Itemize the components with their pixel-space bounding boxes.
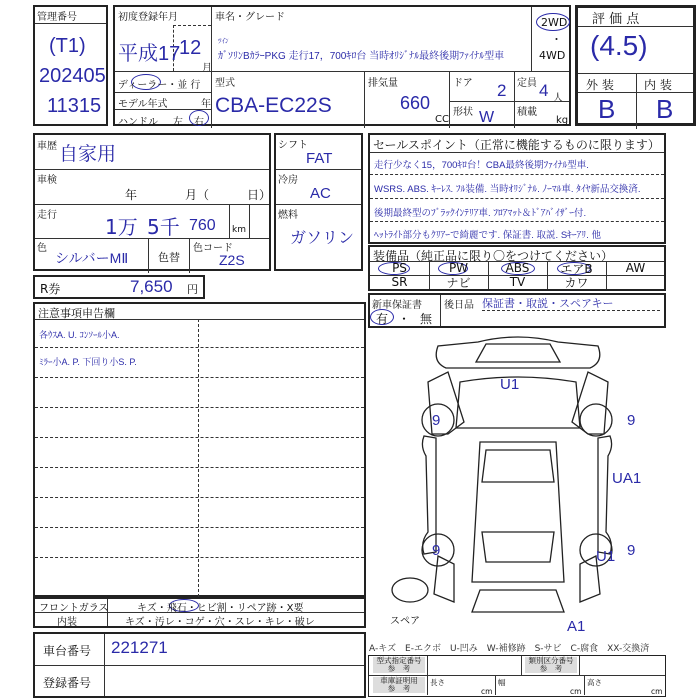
damage-mark: 9 <box>627 542 636 559</box>
damage-mark: 9 <box>627 412 636 429</box>
sales-line: 後期最終型のﾌﾞﾗｯｸｲﾝﾃﾘｱ車. ﾌﾛｱﾏｯﾄ＆ﾄﾞｱﾊﾞｲｻﾞｰ付. <box>374 208 587 219</box>
mileage-unit: km <box>232 225 246 235</box>
garage-cert-label: 車庫証明用 参 考 <box>373 677 425 693</box>
glass-interior-box <box>33 597 366 628</box>
registration-label: 登録番号 <box>43 676 92 690</box>
capacity-label: 定員 <box>517 78 537 89</box>
sales-line: ﾍｯﾄﾗｲﾄ部分もｸﾘｱｰで綺麗です. 保証書. 取説. Sｷｰｱﾘ. 他 <box>374 230 601 241</box>
month-unit: 月 <box>202 63 212 74</box>
later-label: 後日品 <box>444 300 474 311</box>
drive-2wd: 2WD <box>541 16 568 29</box>
car-grade: ｶﾞｿﾘﾝBｶﾗｰPKG 走行17，700ｷﾛ台 当時ｵﾘｼﾞﾅﾙ最終後期ﾌｧｲﾅﾙ型車 <box>218 51 505 62</box>
damage-mark: 9 <box>432 412 441 429</box>
equipment-label: 装備品（純正品に限り〇をつけてください） <box>373 249 614 263</box>
damage-mark: A1 <box>567 618 586 635</box>
exterior-label: 外 装 <box>586 78 614 92</box>
handle-right: 右 <box>194 117 204 128</box>
drive-4wd: 4WD <box>539 49 566 62</box>
shift-label: シフト <box>278 140 308 151</box>
notes-label: 注意事項申告欄 <box>38 307 115 320</box>
warranty-yes: 有 <box>376 312 389 326</box>
interior-grade: B <box>656 94 674 124</box>
damage-mark: UA1 <box>612 470 642 487</box>
damage-mark: U1 <box>596 548 616 565</box>
mileage-1k: 5千 <box>147 215 180 239</box>
chassis-box <box>33 632 366 698</box>
history-box <box>33 133 271 271</box>
width-label: 幅 <box>498 678 506 687</box>
equip-navi: ナビ <box>446 275 471 290</box>
car-name-line1: ﾂｲﾝ <box>218 38 229 45</box>
equip-sr: SR <box>391 275 408 289</box>
glass-options: キズ・飛石・ヒビ割・リペア跡・X要 <box>137 603 304 614</box>
equip-ps: PS <box>392 261 407 275</box>
type-label: 型式 <box>215 78 235 89</box>
reg-month: 12 <box>179 37 202 59</box>
note-line: ﾐﾗｰ小A. P. 下回り小S. P. <box>39 357 137 367</box>
interior-label-2: 内装 <box>57 617 77 628</box>
chassis-value: 221271 <box>111 638 168 657</box>
height-label: 高さ <box>587 678 602 687</box>
sales-line: 走行少なく15，700ｷﾛ台！CBA最終後期ﾌｧｲﾅﾙ型車. <box>374 160 589 171</box>
equip-tv: TV <box>509 275 526 289</box>
drive-sep: ・ <box>551 33 562 46</box>
ac-label: 冷房 <box>278 175 298 186</box>
length-unit: cm <box>481 687 493 696</box>
score-value: (4.5) <box>590 30 648 61</box>
type-approval-label: 型式指定番号 参 考 <box>373 657 425 673</box>
recycle-unit: 円 <box>187 283 198 296</box>
color-code-value: Z2S <box>219 252 245 268</box>
recycle-label: R券 <box>40 282 61 296</box>
dealer-label: ディーラー・並 行 <box>118 80 201 91</box>
sales-line: WSRS. ABS. ｷｰﾚｽ. ﾌﾙ装備. 当時ｵﾘｼﾞﾅﾙ. ﾉｰﾏﾙ車. ﾀｲﾔ新品交換済. <box>374 184 641 195</box>
equip-pw: PW <box>448 261 469 275</box>
equip-abs: ABS <box>505 261 530 275</box>
inspection-year: 年 <box>125 188 138 202</box>
glass-label: フロントガラス <box>39 603 109 614</box>
class-number-label: 類別区分番号 参 考 <box>525 657 577 673</box>
color-value: シルバーMⅡ <box>55 250 129 266</box>
reg-label: 初度登録年月 <box>118 12 178 23</box>
model-year-label: モデル年式 <box>118 99 168 110</box>
load-label: 積載 <box>517 107 537 118</box>
ac-value: AC <box>310 185 331 202</box>
warranty-sep: ・ <box>398 312 411 326</box>
sales-points-box <box>368 133 666 244</box>
car-label: 車名・グレード <box>215 12 285 23</box>
displacement-value: 660 <box>400 93 431 113</box>
interior-options: キズ・汚レ・コゲ・穴・スレ・キレ・破レ <box>125 617 315 628</box>
inspection-label: 車検 <box>37 175 57 186</box>
mgmt-num2: 11315 <box>47 95 102 117</box>
later-items: 保証書・取説・スペアキー <box>482 298 614 310</box>
recycle-value: 7,650 <box>130 277 173 296</box>
equip-leather: カワ <box>564 275 589 290</box>
fuel-value: ガソリン <box>290 230 355 247</box>
drivetrain-box <box>274 133 363 271</box>
load-unit: kg <box>556 115 569 126</box>
mgmt-label: 管理番号 <box>37 12 77 23</box>
damage-mark: U1 <box>500 376 520 393</box>
damage-legend: A-キズ E-エクボ U-凹み W-補修跡 S-サビ C-腐食 XX-交換済 <box>369 644 650 654</box>
history-value: 自家用 <box>59 144 117 165</box>
equip-airbag: エアB <box>560 261 593 276</box>
equip-aw: AW <box>625 261 646 275</box>
height-unit: cm <box>651 687 663 696</box>
door-label: ドア <box>453 78 473 89</box>
type-value: CBA-EC22S <box>215 94 332 117</box>
warranty-label: 新車保証書 <box>372 300 422 311</box>
shape-label: 形状 <box>453 107 473 118</box>
score-label: 評 価 点 <box>592 12 640 27</box>
displacement-unit: CC <box>435 114 449 125</box>
door-value: 2 <box>497 81 507 100</box>
reference-table <box>368 655 666 697</box>
mgmt-code: (T1) <box>49 35 86 57</box>
sales-label: セールスポイント（正常に機能するものに限ります） <box>373 138 660 152</box>
reg-era: 平成17 <box>118 43 181 65</box>
chassis-label: 車台番号 <box>43 644 92 658</box>
vehicle-info-box <box>113 5 571 126</box>
capacity-value: 4 <box>539 81 549 100</box>
shape-value: W <box>479 109 495 126</box>
inspection-day: 日） <box>247 188 272 202</box>
score-box <box>575 5 696 126</box>
shift-value: FAT <box>306 150 333 167</box>
length-label: 長さ <box>430 678 445 687</box>
color-code-label: 色コード <box>193 243 233 254</box>
mgmt-num1: 202405 <box>39 65 106 87</box>
width-unit: cm <box>570 687 582 696</box>
interior-label: 内 装 <box>644 78 672 92</box>
handle-label: ハンドル <box>118 117 158 128</box>
history-label: 車歴 <box>37 141 57 152</box>
mileage-rest: 760 <box>189 217 216 234</box>
spare-label: スペア <box>390 616 420 627</box>
color-label: 色 <box>37 243 47 254</box>
warranty-no: 無 <box>420 312 433 326</box>
warranty-box <box>368 293 666 328</box>
inspection-month: 月（ <box>185 188 210 202</box>
fuel-label: 燃料 <box>278 210 298 221</box>
recycle-box <box>33 275 205 299</box>
handle-left: 左 <box>173 117 183 128</box>
mileage-10k: 1万 <box>105 215 138 239</box>
color-change-label: 色替 <box>158 251 180 264</box>
capacity-unit: 人 <box>553 93 563 104</box>
equipment-box <box>368 245 666 291</box>
note-line: 各ｳｽA. U. ｺﾝｿｰﾙ小A. <box>39 330 120 340</box>
mileage-label: 走行 <box>37 210 57 221</box>
management-box <box>33 5 108 126</box>
exterior-grade: B <box>598 94 616 124</box>
year-unit: 年 <box>201 99 211 110</box>
damage-mark: 9 <box>432 542 441 559</box>
notes-box <box>33 302 366 597</box>
displacement-label: 排気量 <box>368 78 398 89</box>
